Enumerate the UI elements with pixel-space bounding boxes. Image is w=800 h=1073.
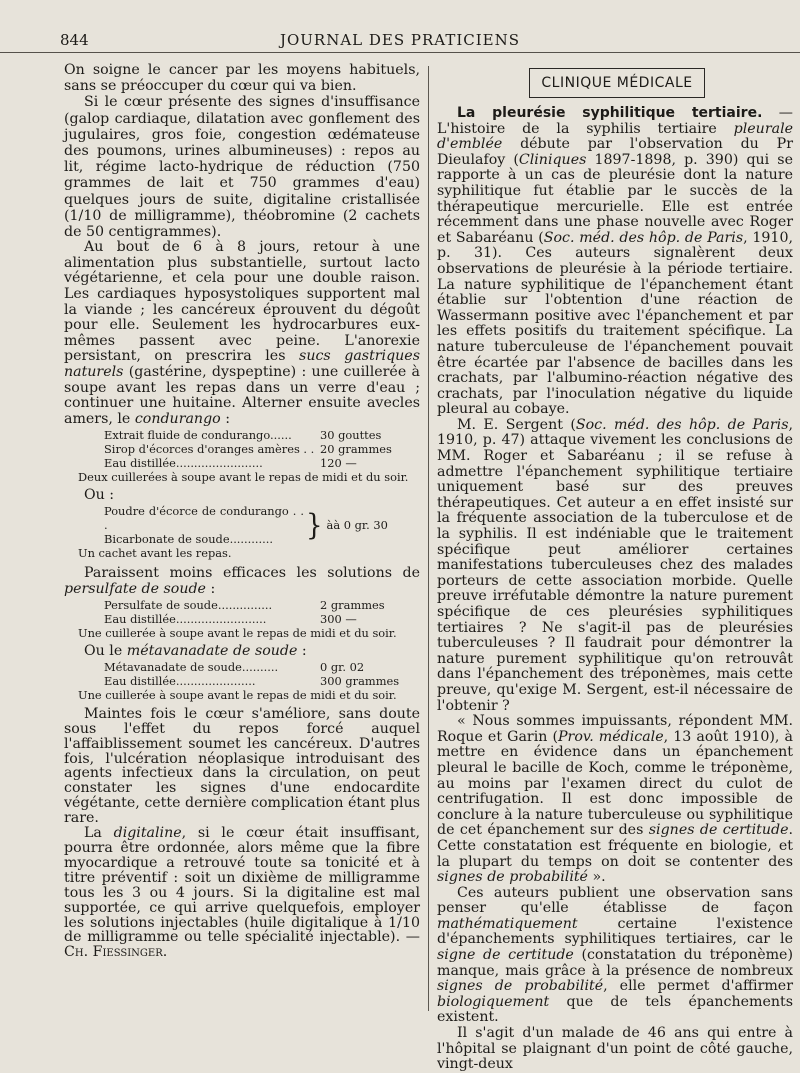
- paragraph: Ces auteurs publient une observation sans penser qu'elle établisse de façon mathématiquement certaine l'existence d'épanchements syphilitiques tertiaires, car le signe de certitude (constatation du tréponème) manque, mais grâce à la présence de nombreux signes de probabilité, elle permet d'affirmer biologiquement que de tels épanchements existent.: [437, 884, 793, 1026]
- prescription-line: Persulfate de soude............... 2 grammes: [104, 598, 385, 613]
- prescription-line: Sirop d'écorces d'oranges amères . . 20 grammes: [104, 442, 392, 457]
- prescription-persulfate: [64, 599, 420, 641]
- paragraph: Si le cœur présente des signes d'insuffisance (galop cardiaque, dilatation avec gonflement des jugulaires, gros foie, congestion œdémateuse des poumons, urines albumineuses) : repos au lit, régime lacto-hydrique de réduction (750 grammes de lait et 750 grammes d'eau) quelques jours de suite, digitaline cristallisée (1/10 de milligramme), théobromine (2 cachets de 50 centigrammes).: [64, 94, 420, 241]
- paragraph: Paraissent moins efficaces les solutions de persulfate de soude :: [64, 564, 420, 598]
- prescription-line: Bicarbonate de soude............: [104, 532, 274, 546]
- alternative-label: Ou :: [84, 486, 115, 503]
- prescription-metavanadate: [64, 661, 420, 703]
- page-number: 844: [60, 31, 89, 49]
- prescription-note: Un cachet avant les repas.: [78, 545, 232, 560]
- prescription-cachet: [64, 505, 420, 547]
- prescription-note: Une cuillerée à soupe avant le repas de midi et du soir.: [78, 687, 397, 702]
- paragraph: On soigne le cancer par les moyens habituels, sans se préoccuper du cœur qui va bien.: [64, 62, 420, 95]
- right-column: [437, 62, 793, 1073]
- running-head: [0, 30, 800, 53]
- prescription-note: Une cuillerée à soupe avant le repas de midi et du soir.: [78, 626, 397, 641]
- journal-title: JOURNAL DES PRATICIENS: [279, 31, 521, 49]
- prescription-line: Eau distillée........................ 120 —: [104, 456, 357, 471]
- article-title: La pleurésie syphilitique tertiaire.: [457, 105, 763, 121]
- prescription-line: Poudre d'écorce de condurango . . .: [104, 504, 304, 533]
- section-heading: CLINIQUE MÉDICALE: [529, 68, 705, 98]
- prescription-line: Métavanadate de soude.......... 0 gr. 02: [104, 660, 365, 675]
- paragraph: La pleurésie syphilitique tertiaire. — L'histoire de la syphilis tertiaire pleurale d'emblée débute par l'observation du Pr Dieulafoy (Cliniques 1897-1898, p. 390) qui se rapporte à un cas de pleurésie dont la nature syphilitique fut établie par le succès de la thérapeutique mercurielle. Elle est entrée récemment dans une phase nouvelle avec Roger et Sabaréanu (Soc. méd. des hôp. de Paris, 1910, p. 31). Ces auteurs signalèrent deux observations de pleurésie à la période tertiaire. La nature syphilitique de l'épanchement étant établie sur l'obtention d'une réaction de Wassermann positive avec l'épanchement et par les effets positifs du traitement spécifique. La nature tuberculeuse de l'épanchement pouvait être écartée par l'absence de bacilles dans les crachats, par l'albumino-réaction négative des crachats, par l'inoculation négative du liquide pleural au cobaye.: [437, 105, 793, 418]
- prescription-condurango: [64, 429, 420, 485]
- left-column: [64, 62, 420, 1033]
- paragraph: « Nous sommes impuissants, répondent MM. Roque et Garin (Prov. médicale, 13 août 1910), à mettre en évidence dans un épanchement pleural le bacille de Koch, comme le tréponème, au moins par l'examen direct du culot de centrifugation. Il est donc impossible de conclure à la nature tuberculeuse ou syphilitique de cet épanchement sur des signes de certitude. Cette constatation est fréquente en biologie, et la plupart du temps on doit se contenter des signes de probabilité ».: [437, 713, 793, 886]
- author-signature: Ch. Fiessinger.: [64, 944, 168, 961]
- prescription-quantity: àà 0 gr. 30: [326, 518, 388, 533]
- prescription-note: Deux cuillerées à soupe avant le repas de midi et du soir.: [78, 470, 409, 485]
- alternative-label: Ou le métavanadate de soude :: [84, 642, 307, 659]
- paragraph: Maintes fois le cœur s'améliore, sans doute sous l'effet du repos forcé auquel l'affaiblissement soumet les cancéreux. D'autres fois, l'ulcération néoplasique introduisant des agents infectieux dans la circulation, on peut constater les signes d'une endocardite végétante, cette dernière complication étant plus rare.: [64, 705, 420, 827]
- prescription-line: Eau distillée......................... 300 —: [104, 612, 357, 627]
- paragraph: M. E. Sergent (Soc. méd. des hôp. de Paris, 1910, p. 47) attaque vivement les conclusions de MM. Roger et Sabaréanu ; il se refuse à admettre l'épanchement syphilitique tertiaire uniquement basé sur des preuves thérapeutiques. Cet auteur a en effet insisté sur la fréquente association de la tuberculose et de la syphilis. Il est indéniable que le traitement spécifique peut améliorer certaines manifestations tuberculeuses chez des malades porteurs de cette association morbide. Quelle preuve irréfutable démontre la nature purement spécifique de ces pleurésies syphilitiques tertiaires ? Ne s'agit-il pas de pleurésies tuberculeuses ? Il faudrait pour démontrer la nature purement syphilitique qu'on retrouvât dans l'épanchement des tréponèmes, mais cette preuve, qu'exige M. Sergent, est-il nécessaire de l'obtenir ?: [437, 416, 793, 714]
- paragraph: Il s'agit d'un malade de 46 ans qui entre à l'hôpital se plaignant d'un point de côté gauche, vingt-deux: [437, 1025, 793, 1073]
- paragraph: Au bout de 6 à 8 jours, retour à une alimentation plus substantielle, surtout lacto végétarienne, et cela pour une double raison. Les cardiaques hyposystoliques supportent mal la viande ; les cancéreux éprouvent du dégoût pour elle. Seulement les hydrocarbures eux-mêmes passent avec peine. L'anorexie persistant, on prescrira les sucs gastriques naturels (gastérine, dyspeptine) : une cuillerée à soupe avant les repas dans un verre d'eau ; continuer une huitaine. Alterner ensuite avecles amers, le condurango :: [64, 239, 420, 427]
- prescription-line: Eau distillée...................... 300 grammes: [104, 674, 400, 689]
- column-divider: [428, 66, 429, 1011]
- paragraph: La digitaline, si le cœur était insuffisant, pourra être ordonnée, alors même que la fibre myocardique a retrouvé toute sa tonicité et à titre préventif : soit un dixième de milligramme tous les 3 ou 4 jours. Si la digitaline est mal supportée, ce qui arrive quelquefois, employer les solutions injectables (huile digitalique à 1/10 de milligramme ou telle spécialité injectable). — Ch. Fiessinger.: [64, 825, 421, 961]
- brace-symbol: }: [306, 509, 323, 543]
- prescription-line: Extrait fluide de condurango...... 30 gouttes: [104, 428, 382, 443]
